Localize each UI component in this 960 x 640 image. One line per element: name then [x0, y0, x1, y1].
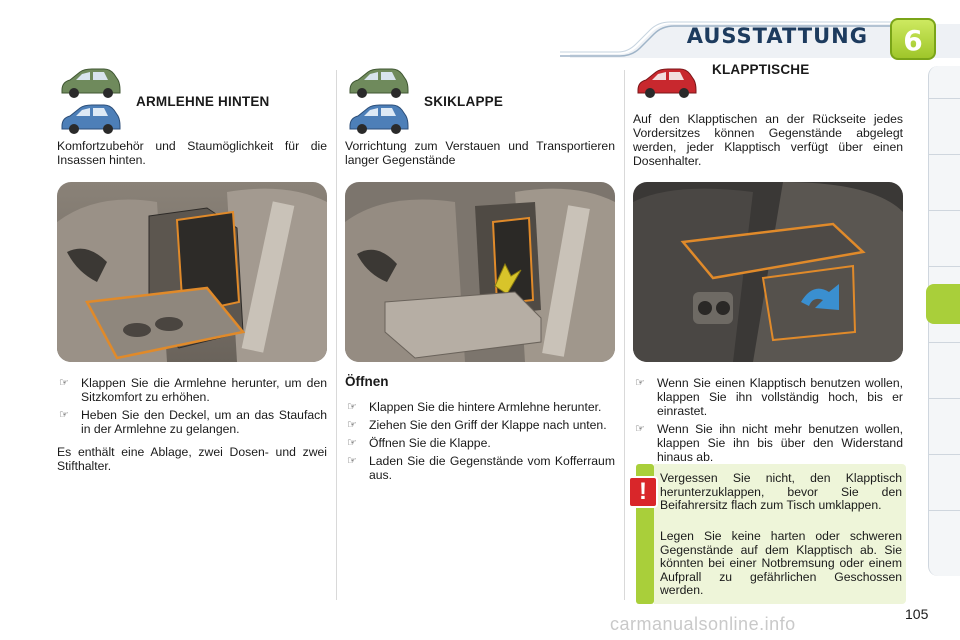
car-blue-icon — [346, 102, 410, 136]
column-divider — [624, 70, 625, 600]
chapter-badge — [890, 18, 936, 60]
car-blue-icon — [58, 102, 122, 136]
page-number: 105 — [905, 606, 929, 622]
list-item: ☞ Wenn Sie ihn nicht mehr benutzen wollen, klappen Sie ihn bis über den Widerstand hinaus ab. — [635, 422, 903, 464]
warning-text-2: Legen Sie keine harten oder schweren Gegenstände auf dem Klapptisch ab. Sie könnten bei einer Notbremsung oder einem Aufprall zu gefährlichen Geschossen werden. — [660, 529, 902, 597]
pointing-hand-icon: ☞ — [635, 377, 645, 389]
warning-text-1: Vergessen Sie nicht, den Klapptisch herunterzuklappen, bevor Sie den Beifahrersitz flach zum Tisch umklappen. — [660, 471, 902, 512]
car-green-icon — [346, 66, 410, 100]
intro-skiklappe: Vorrichtung zum Verstauen und Transportieren langer Gegenstände — [345, 139, 615, 167]
photo-folding-table — [633, 182, 903, 362]
chapter-tab-active[interactable] — [926, 284, 960, 324]
pointing-hand-icon: ☞ — [635, 423, 645, 435]
car-red-icon — [634, 66, 698, 100]
chapter-title: AUSSTATTUNG — [686, 24, 868, 48]
list-item: ☞ Wenn Sie einen Klapptisch benutzen wollen, klappen Sie ihn vollständig hoch, bis er einrastet. — [635, 376, 903, 418]
car-green-icon — [58, 66, 122, 100]
pointing-hand-icon: ☞ — [347, 455, 357, 467]
watermark: carmanualsonline.info — [610, 614, 796, 634]
note-armlehne: Es enthält eine Ablage, zwei Dosen- und zwei Stifthalter. — [57, 445, 327, 473]
list-item: ☞ Heben Sie den Deckel, um an das Staufach in der Armlehne zu gelangen. — [59, 408, 327, 436]
bullet-list-armlehne — [57, 376, 327, 440]
list-item: ☞ Öffnen Sie die Klappe. — [347, 436, 491, 450]
section-heading-klapptische: KLAPPTISCHE — [712, 62, 810, 77]
photo-armrest-storage — [57, 182, 327, 362]
intro-klapptische: Auf den Klapptischen an der Rückseite jedes Vordersitzes können Gegenstände abgelegt werden, jeder Klapptisch verfügt über einen Dosenhalter. — [633, 112, 903, 168]
chapter-header — [560, 10, 960, 58]
section-heading-skiklappe: SKIKLAPPE — [424, 94, 504, 109]
pointing-hand-icon: ☞ — [347, 419, 357, 431]
pointing-hand-icon: ☞ — [59, 377, 69, 389]
warning-box — [636, 464, 906, 604]
pointing-hand-icon: ☞ — [347, 437, 357, 449]
subheading-oeffnen: Öffnen — [345, 374, 389, 389]
intro-armlehne: Komfortzubehör und Staumöglichkeit für die Insassen hinten. — [57, 139, 327, 167]
column-divider — [336, 70, 337, 600]
list-item: ☞ Laden Sie die Gegenstände vom Kofferraum aus. — [347, 454, 615, 482]
warning-icon: ! — [628, 476, 658, 508]
photo-ski-hatch — [345, 182, 615, 362]
list-item: ☞ Klappen Sie die Armlehne herunter, um den Sitzkomfort zu erhöhen. — [59, 376, 327, 404]
bullet-list-skiklappe — [345, 400, 615, 486]
pointing-hand-icon: ☞ — [59, 409, 69, 421]
pointing-hand-icon: ☞ — [347, 401, 357, 413]
list-item: ☞ Ziehen Sie den Griff der Klappe nach unten. — [347, 418, 607, 432]
list-item: ☞ Klappen Sie die hintere Armlehne herunter. — [347, 400, 602, 414]
chapter-number: 6 — [903, 24, 923, 57]
section-heading-armlehne: ARMLEHNE HINTEN — [136, 94, 270, 109]
bullet-list-klapptische — [633, 376, 903, 468]
